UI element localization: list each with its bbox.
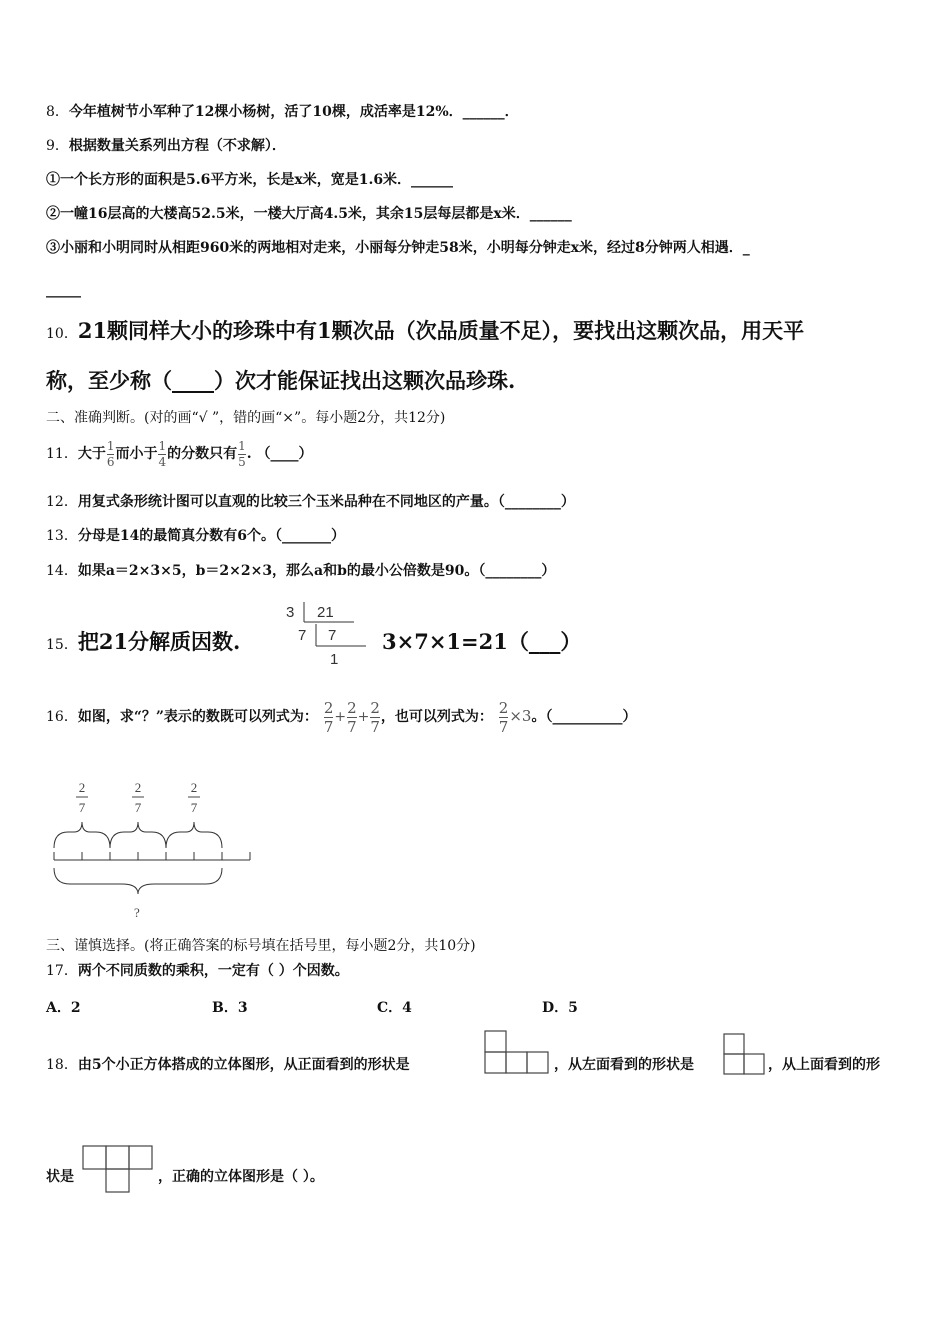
fraction-label-denominator: 7 [78,800,86,815]
numerator: 2 [347,698,357,717]
plus-sign: + [334,709,347,725]
answer-blank: . （____） [246,446,313,462]
question-number: 18． [46,1057,78,1073]
quotient: 1 [330,651,339,668]
question-16 [46,696,636,737]
fraction-two-sevenths [347,700,357,735]
option-d[interactable]: D．5 [542,1000,578,1016]
denominator: 7 [323,717,334,736]
denominator: 7 [370,717,380,736]
dividend-1: 21 [317,604,334,621]
divisor-2: 7 [298,627,307,644]
fraction-label-denominator: 7 [190,800,198,815]
option-a[interactable]: A．2 [46,1000,81,1016]
times-three: ×3 [509,707,532,725]
question-18-part-d: 状是 [46,1169,74,1185]
top-view-shape [82,1145,154,1195]
fraction-two-sevenths [370,700,380,735]
question-11 [46,432,313,476]
question-18-part-c: ，从上面看到的形 [768,1057,880,1073]
answer-blank: 。（__________） [531,709,637,725]
question-13 [46,526,345,546]
question-text: 用复式条形统计图可以直观的比较三个玉米品种在不同地区的产量。（________） [77,494,575,510]
question-text: ，也可以列式为： [380,709,493,725]
option-b[interactable]: B．3 [212,1000,248,1016]
question-number: 13． [46,528,78,544]
denominator: 7 [498,717,509,736]
numerator: 2 [370,698,380,717]
question-9-part-3-blank: _____ [46,282,81,298]
fraction-two-sevenths [499,700,509,735]
question-number: 14． [46,563,78,579]
divisor-1: 3 [286,604,295,621]
question-number: 17． [46,963,78,979]
question-mark: ? [134,905,140,920]
question-10-line-1 [46,316,804,349]
question-9-part-3: ③小丽和小明同时从相距960米的两地相对走来，小丽每分钟走58米，小明每分钟走x米，经过8分钟两人相遇．_ [46,240,750,256]
question-8 [46,102,519,122]
question-text: 根据数量关系列出方程（不求解）． [68,138,286,154]
fraction-one-sixth [107,440,115,469]
question-text: 如图，求“？”表示的数既可以列式为： [77,709,318,725]
question-18-part-a [46,1055,410,1075]
numerator: 2 [498,698,509,717]
question-number: 8． [46,104,69,120]
question-text: 而小于 [115,446,158,462]
question-text: 大于 [77,446,106,462]
question-text: 分母是14的最简真分数有6个。（_______） [77,528,346,544]
question-number: 12． [46,494,78,510]
question-10-line-2: 称，至少称（____）次才能保证找出这颗次品珍珠. [46,368,516,393]
fraction-label-numerator: 2 [134,780,142,795]
denominator: 4 [158,454,167,469]
question-18-part-b: ，从左面看到的形状是 [554,1057,694,1073]
denominator: 7 [347,717,357,736]
question-text: 如果a＝2×3×5，b＝2×2×3，那么a和b的最小公倍数是90。（________） [77,563,556,579]
numerator: 1 [158,438,167,453]
front-view-shape [484,1030,550,1076]
question-number: 11． [46,446,78,462]
question-number: 10． [46,326,78,342]
left-view-shape [723,1033,769,1077]
question-text: 21颗同样大小的珍珠中有1颗次品（次品质量不足），要找出这颗次品，用天平 [77,318,805,343]
question-text: 今年植树节小军种了12棵小杨树，活了10棵，成活率是12%．______． [68,104,519,120]
question-15 [46,627,240,660]
question-14 [46,561,555,581]
question-9-part-1: ①一个长方形的面积是5.6平方米，长是x米，宽是1.6米．______ [46,172,454,188]
fraction-label-numerator: 2 [190,780,198,795]
numerator: 1 [106,438,115,453]
numerator: 2 [323,698,334,717]
denominator: 5 [238,454,246,469]
question-text: 两个不同质数的乘积，一定有（ ）个因数。 [77,963,349,979]
denominator: 6 [106,454,115,469]
question-text: 由5个小正方体搭成的立体图形，从正面看到的形状是 [77,1057,410,1073]
question-number: 15． [46,637,78,653]
question-text: 把21分解质因数. [77,629,241,654]
question-18-part-e: ，正确的立体图形是（ ）。 [158,1169,324,1185]
question-text: 的分数只有 [167,446,238,462]
short-division-diagram [282,600,372,670]
section-3-heading: 三、谨慎选择。(将正确答案的标号填在括号里，每小题2分，共10分) [46,938,476,954]
question-9 [46,136,286,156]
numerator: 1 [238,438,246,453]
fraction-one-fifth [238,440,246,469]
question-17 [46,961,349,981]
fraction-label-denominator: 7 [134,800,142,815]
question-number: 16． [46,709,78,725]
question-15-tail: 3×7×1=21（___） [382,629,582,654]
fraction-two-sevenths [324,700,334,735]
option-c[interactable]: C．4 [377,1000,412,1016]
section-2-heading: 二、准确判断。(对的画“√ ”，错的画“×”。每小题2分，共12分) [46,410,446,426]
question-9-part-2: ②一幢16层高的大楼高52.5米，一楼大厅高4.5米，其余15层每层都是x米．______ [46,206,572,222]
plus-sign: + [357,709,370,725]
dividend-2: 7 [328,627,337,644]
fraction-one-quarter [158,440,166,469]
number-line-diagram [48,780,258,925]
fraction-label-numerator: 2 [78,780,86,795]
question-number: 9． [46,138,69,154]
question-12 [46,492,575,512]
